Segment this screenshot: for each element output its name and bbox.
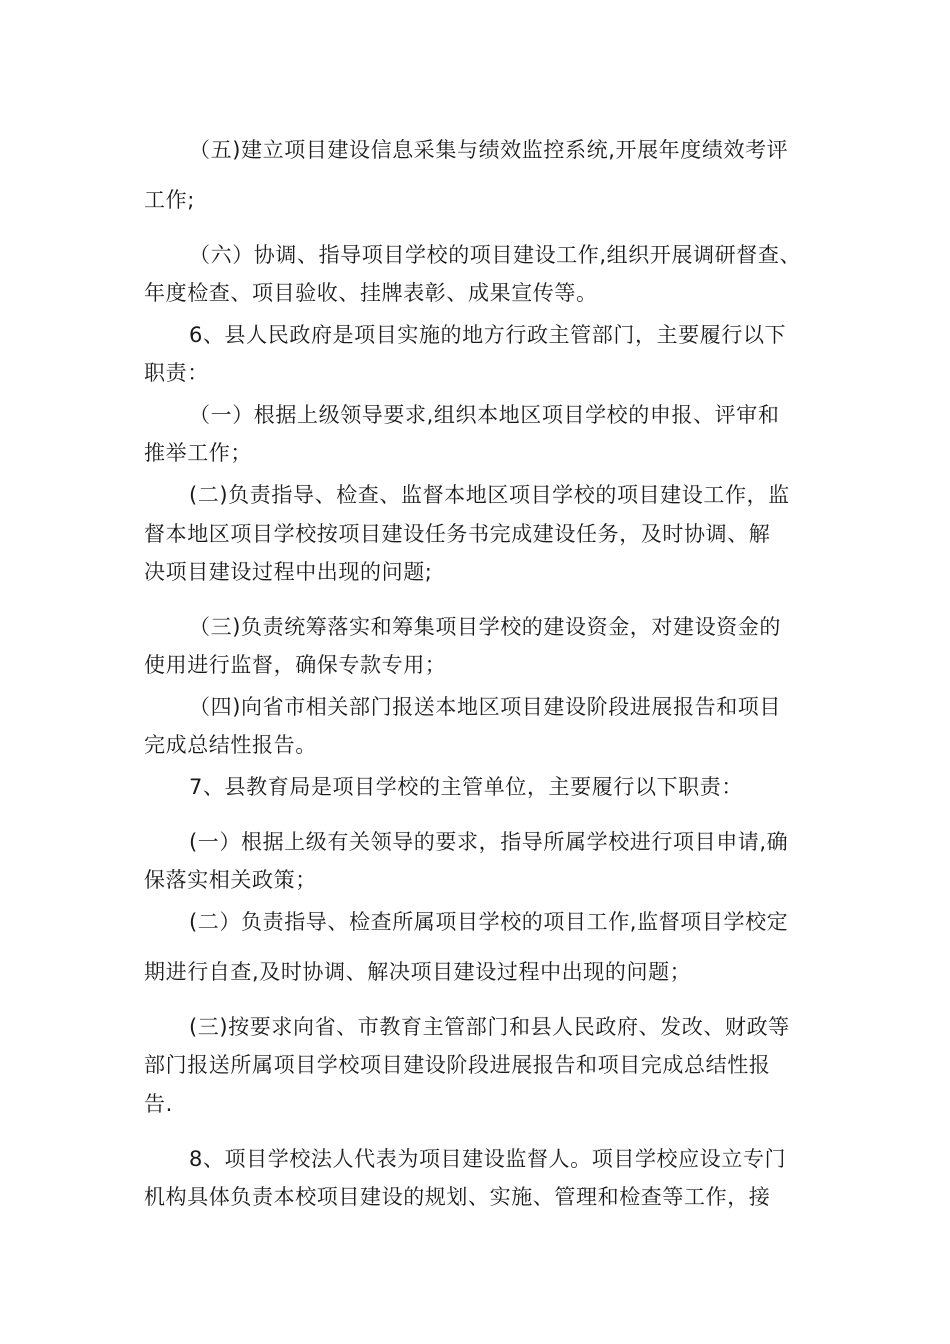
text-line: 期进行自查,及时协调、解决项目建设过程中出现的问题； xyxy=(144,960,692,984)
text-line: 部门报送所属项目学校项目建设阶段进展报告和项目完成总结性报 xyxy=(144,1053,771,1077)
text-line: (一）根据上级有关领导的要求，指导所属学校进行项目申请,确 xyxy=(189,830,789,854)
text-line: 8、项目学校法人代表为项目建设监督人。项目学校应设立专门 xyxy=(189,1147,787,1171)
text-line: （三)负责统筹落实和筹集项目学校的建设资金，对建设资金的 xyxy=(189,615,781,639)
text-line: （一）根据上级领导要求,组织本地区项目学校的申报、评审和 xyxy=(189,403,780,427)
text-line: 保落实相关政策； xyxy=(144,868,317,892)
text-line: 年度检查、项目验收、挂牌表彰、成果宣传等。 xyxy=(144,281,598,305)
text-line: 7、县教育局是项目学校的主管单位，主要履行以下职责： xyxy=(189,775,743,799)
text-line: 6、县人民政府是项目实施的地方行政主管部门，主要履行以下 xyxy=(189,323,787,347)
text-line: 使用进行监督，确保专款专用； xyxy=(144,653,447,677)
text-line: 决项目建设过程中出现的问题; xyxy=(144,560,433,584)
text-line: 机构具体负责本校项目建设的规划、实施、管理和检查等工作，接 xyxy=(144,1185,771,1209)
text-line: 推举工作； xyxy=(144,441,252,465)
text-line: 告. xyxy=(144,1092,173,1116)
text-line: （六）协调、指导项目学校的项目建设工作,组织开展调研督查、 xyxy=(189,243,802,267)
text-line: 工作; xyxy=(144,188,195,212)
text-line: (二）负责指导、检查所属项目学校的项目工作,监督项目学校定 xyxy=(189,910,789,934)
text-line: 督本地区项目学校按项目建设任务书完成建设任务，及时协调、解 xyxy=(144,522,771,546)
text-line: （四)向省市相关部门报送本地区项目建设阶段进展报告和项目 xyxy=(189,695,781,719)
text-line: (三)按要求向省、市教育主管部门和县人民政府、发改、财政等 xyxy=(189,1015,790,1039)
text-line: 完成总结性报告。 xyxy=(144,733,317,757)
text-line: 职责： xyxy=(144,361,209,385)
text-line: （五)建立项目建设信息采集与绩效监控系统,开展年度绩效考评 xyxy=(189,138,789,162)
text-line: (二)负责指导、检查、监督本地区项目学校的项目建设工作，监 xyxy=(189,483,790,507)
